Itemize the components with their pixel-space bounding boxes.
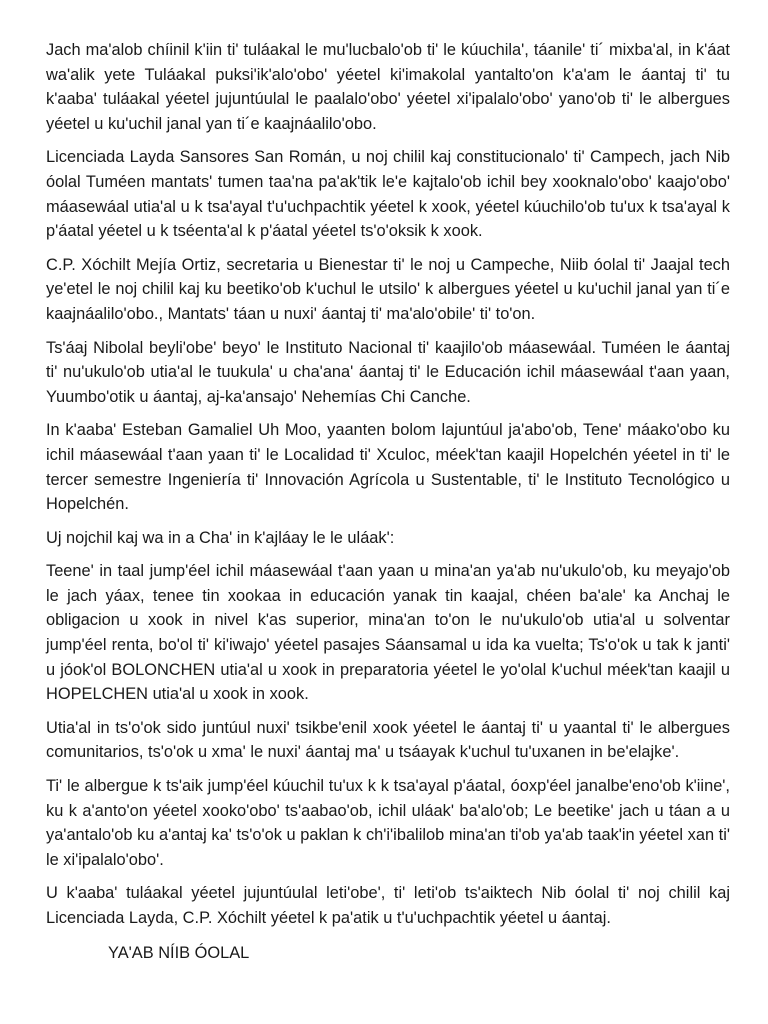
document-page — [46, 38, 730, 965]
closing-signature: YA'AB NÍIB ÓOLAL — [108, 943, 250, 962]
paragraph-achievement: Utia'al in ts'o'ok sido juntúul nuxi' tsikbe'enil xook yéetel le áantaj ti' u yaantal ti' le albergues comunitarios, ts'o'ok u xma' le nuxi' áantaj ma' u tsáayak k'uchul tu'uxanen in be'elajke'. — [46, 718, 730, 762]
paragraph-thanks-governor: Licenciada Layda Sansores San Román, u noj chilil kaj constitucionalo' ti' Campech, jach Nib óolal Tuméen mantats' tumen taa'na pa'ak'tik le'e kajtalo'ob ichil bey xooknalo'obo' kaajo'obo' máasewáal utia'al u k tsa'ayal t'u'uchpachtik yéetel k xook, yéetel kúuchilo'ob tu'ux k tsa'ayal k p'áatal yéetel u k tséenta'al k p'áatal yéetel ts'o'oksik k xook. — [46, 148, 730, 241]
paragraph-thanks-secretary: C.P. Xóchilt Mejía Ortiz, secretaria u Bienestar ti' le noj u Campeche, Niib óolal ti' Jaajal tech ye'etel le noj chilil kaj ku beetiko'ob k'uchul le utsilo' k albergues yéetel u ku'uchil janal yan ti´e kaajnáalilo'obo., Mantats' táan u nuxi' áantaj ti' ma'alo'obile' ti' to'on. — [46, 255, 730, 323]
paragraph-request: Uj nojchil kaj wa in a Cha' in k'ajláay le le uláak': — [46, 528, 395, 547]
paragraph-thanks-institute: Ts'áaj Nibolal beyli'obe' beyo' le Instituto Nacional ti' kaajilo'ob máasewáal. Tuméen le áantaj ti' nu'ukulo'ob utia'al le tuukula' u cha'ana' áantaj ti' le Educación ichil máasewáal t'aan yaan, Yuumbo'otik u áantaj, aj-ka'ansajo' Nehemías Chi Canche. — [46, 338, 730, 406]
paragraph-introduction: In k'aaba' Esteban Gamaliel Uh Moo, yaanten bolom lajuntúul ja'abo'ob, Tene' máako'obo ku ichil máasewáal t'aan yaan ti' le Localidad ti' Xculoc, méek'tan kaajil Hopelchén yéetel in ti' le tercer semestre Ingeniería ti' Innovación Agrícola u Sustentable, ti' le Instituto Tecnológico u Hopelchén. — [46, 421, 730, 514]
paragraph-albergue: Ti' le albergue k ts'aik jump'éel kúuchil tu'ux k k tsa'ayal p'áatal, óoxp'éel janalbe'eno'ob k'iine', ku k a'anto'on yéetel xooko'obo' ts'aabao'ob, ichil uláak' ba'alo'ob; Le beetike' jach u táan a u ya'antalo'ob ku a'antaj ka' ts'o'ok u paklan k ch'i'ibalilob mina'an ti'ob ya'ab taak'in yéetel xan ti' le xi'ipalalo'obo'. — [46, 777, 730, 869]
paragraph-closing: U k'aaba' tuláakal yéetel jujuntúulal leti'obe', ti' leti'ob ts'aiktech Nib óolal ti' noj chilil kaj Licenciada Layda, C.P. Xóchilt yéetel k pa'atik u t'u'uchpachtik yéetel u áantaj. — [46, 884, 730, 927]
paragraph-greeting: Jach ma'alob chíinil k'iin ti' tuláakal le mu'lucbalo'ob ti' le kúuchila', táanile' ti´ mixba'al, in k'áat wa'alik yete Tuláakal puksi'ik'alo'obo' yéetel ki'imakolal yantalto'on k'a'am le áantaj ti' tu k'aaba' tuláakal yéetel jujuntúulal le paalalo'obo' yéetel xi'ipalalo'obo' yano'ob ti' le albergues yéetel u ku'uchil janal yan ti´e kaajnáalilo'obo. — [46, 41, 730, 133]
paragraph-background: Teene' in taal jump'éel ichil máasewáal t'aan yaan u mina'an ya'ab nu'ukulo'ob, ku meyajo'ob le jach yáax, tenee tin xookaa in educación yanak tin kaajal, chéen ba'ale' ka Anchaj le obligacion u xook in nivel k'as superior, mina'an to'on le nu'ukulo'ob utia'al u solventar jump'éel renta, bo'ol ti' ki'iwajo' yéetel pasajes Sáansamal u ida ka vuelta; Ts'o'ok u tak k janti' u jóok'ol BOLONCHEN utia'al u xook in preparatoria yéetel le yo'olal k'uchul méek'tan kaajil u HOPELCHEN utia'al u xook in xook. — [46, 562, 730, 704]
